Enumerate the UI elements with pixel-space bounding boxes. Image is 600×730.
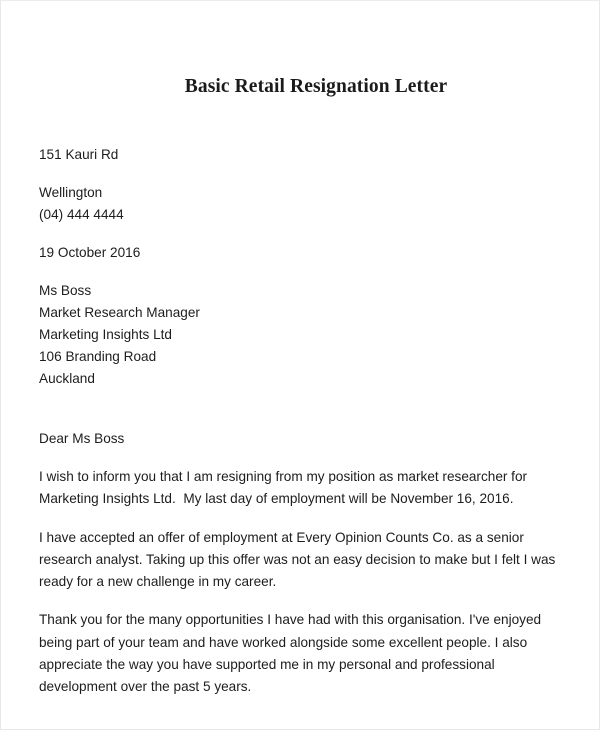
- spacer: [39, 166, 561, 182]
- recipient-street: 106 Branding Road: [39, 349, 157, 364]
- spacer: [39, 511, 561, 527]
- body-paragraph: I wish to inform you that I am resigning from my position as market researcher for Marketing Insights Ltd. My last day of employment will be November 16, 2016.: [39, 469, 531, 507]
- spacer: [39, 390, 561, 428]
- sender-street: 151 Kauri Rd: [39, 147, 119, 162]
- sender-phone: (04) 444 4444: [39, 207, 124, 222]
- recipient-city: Auckland: [39, 371, 95, 386]
- spacer: [39, 226, 561, 242]
- body-paragraph: Thank you for the many opportunities I have had with this organisation. I've enjoyed being part of your team and have worked alongside some excellent people. I also appreciate the way you have supported me in my personal and professional development over the past 5 years.: [39, 612, 545, 695]
- recipient-name: Ms Boss: [39, 283, 92, 298]
- letter-body: [39, 144, 561, 699]
- spacer: [39, 264, 561, 280]
- recipient-company: Marketing Insights Ltd: [39, 327, 172, 342]
- body-paragraph: I have accepted an offer of employment at Every Opinion Counts Co. as a senior research analyst. Taking up this offer was not an easy decision to make but I felt I was ready for a new challenge in my career.: [39, 529, 560, 590]
- sender-city: Wellington: [39, 185, 103, 200]
- spacer: [39, 593, 561, 609]
- letter-date: 19 October 2016: [39, 245, 141, 260]
- document-title: Basic Retail Resignation Letter: [184, 76, 448, 97]
- spacer: [39, 450, 561, 466]
- recipient-job-title: Market Research Manager: [39, 305, 200, 320]
- salutation: Dear Ms Boss: [39, 431, 125, 446]
